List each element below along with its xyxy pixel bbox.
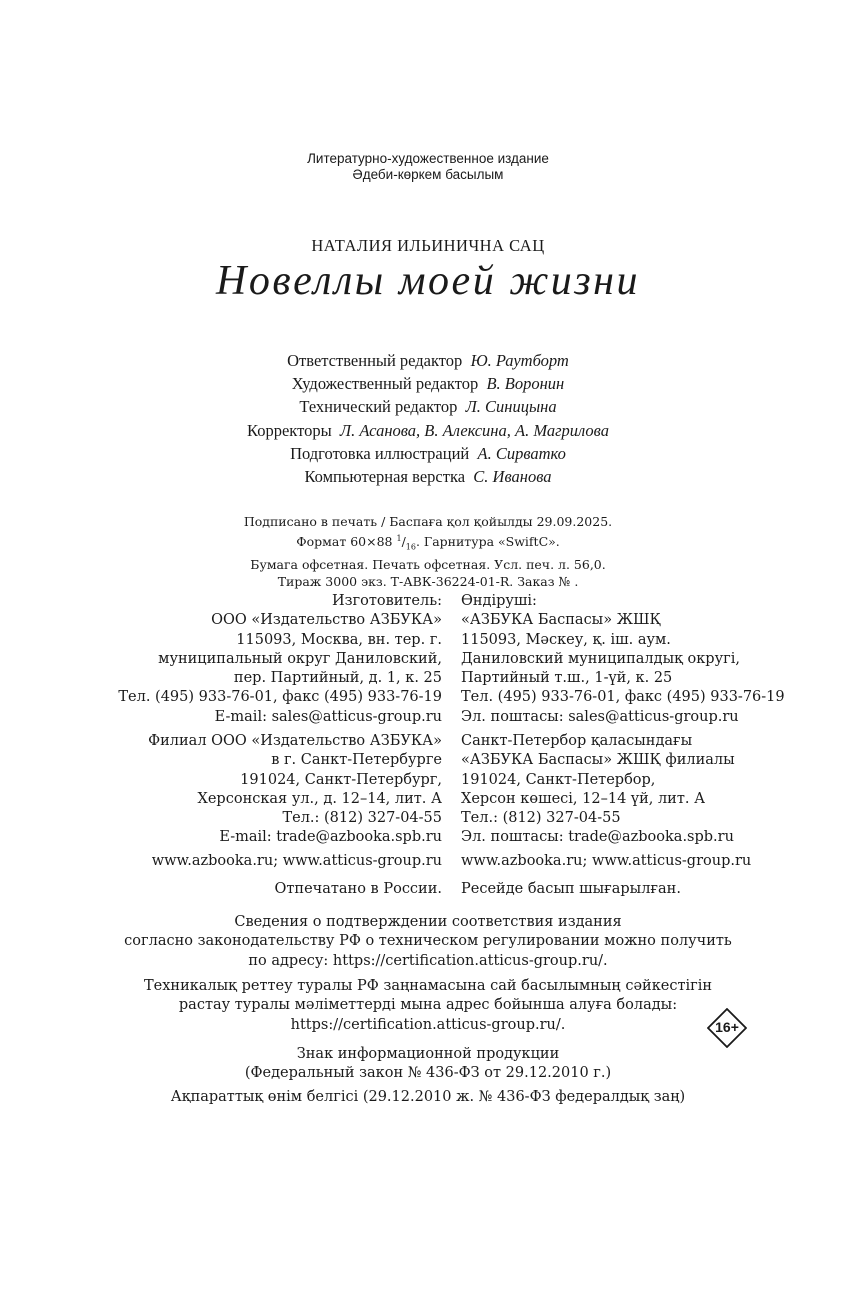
website-kz: www.azbooka.ru; www.atticus-group.ru xyxy=(461,853,752,869)
info-line: «АЗБУКА Баспасы» ЖШҚ филиалы xyxy=(461,752,735,769)
printed-in-kz: Ресейде басып шығарылған. xyxy=(461,881,681,897)
staff-person: Л. Асанова, В. Алексина, А. Магрилова xyxy=(339,420,609,440)
staff-row xyxy=(0,442,856,465)
info-line: Тел.: (812) 327-04-55 xyxy=(282,810,442,827)
info-line: Өндіруші: xyxy=(461,593,537,609)
info-line: Даниловский муниципалдық округі, xyxy=(461,650,740,667)
printed-in-ru: Отпечатано в России. xyxy=(274,881,442,897)
website-ru: www.azbooka.ru; www.atticus-group.ru xyxy=(151,853,442,869)
staff-credits xyxy=(0,349,856,488)
info-line: Санкт-Петербор қаласындағы xyxy=(461,733,693,749)
info-line: (Федеральный закон № 436-ФЗ от 29.12.2010 г.) xyxy=(244,1065,612,1082)
info-line: Изготовитель: xyxy=(331,593,442,609)
info-line: Партийный т.ш., 1-үй, к. 25 xyxy=(461,670,673,687)
staff-person: А. Сирватко xyxy=(477,443,566,463)
info-line: «АЗБУКА Баспасы» ЖШҚ xyxy=(461,612,661,629)
branch-ru xyxy=(148,732,442,848)
staff-row xyxy=(0,465,856,488)
staff-role: Компьютерная верстка xyxy=(304,467,466,487)
format-suffix: . Гарнитура «SwiftC». xyxy=(415,534,560,550)
info-line: Херсон көшесі, 12–14 үй, лит. А xyxy=(461,790,706,807)
staff-role: Подготовка иллюстраций xyxy=(290,443,470,463)
info-line: растау туралы мәліметтерді мына адрес бойынша алуға болады: xyxy=(178,997,678,1014)
info-line: Эл. поштасы: trade@azbooka.spb.ru xyxy=(461,829,734,846)
info-line: Херсонская ул., д. 12–14, лит. А xyxy=(197,790,442,807)
info-line: по адресу: https://certification.atticus-group.ru/. xyxy=(248,952,608,969)
print-format: Формат 60×88 $^1/_{16}$. Гарнитура «SwiftC». xyxy=(296,534,560,552)
info-line: E-mail: sales@atticus-group.ru xyxy=(214,708,442,725)
info-line: ООО «Издательство АЗБУКА» xyxy=(211,612,442,629)
info-line: Филиал ООО «Издательство АЗБУКА» xyxy=(148,733,442,749)
info-line: 115093, Мәскеу, қ. іш. аум. xyxy=(461,631,671,648)
info-sign-ru xyxy=(0,1045,856,1084)
staff-person: В. Воронин xyxy=(486,374,565,394)
edition-type-ru: Литературно-художественное издание xyxy=(307,151,549,166)
info-line: Знак информационной продукции xyxy=(296,1046,560,1062)
staff-person: Ю. Раутборт xyxy=(470,351,569,370)
staff-role: Корректоры xyxy=(247,420,332,440)
age-rating-text: 16+ xyxy=(715,1019,739,1035)
info-line: Тел. (495) 933-76-01, факс (495) 933-76-19 xyxy=(461,689,785,706)
edition-type xyxy=(0,151,856,183)
info-line: E-mail: trade@azbooka.spb.ru xyxy=(219,829,442,846)
print-run: Тираж 3000 экз. Т-АВК-36224-01-R. Заказ № . xyxy=(277,573,579,589)
info-line: 191024, Санкт-Петербор, xyxy=(461,771,656,788)
certification-ru xyxy=(0,913,856,971)
age-rating-badge xyxy=(707,1008,747,1048)
staff-role: Художественный редактор xyxy=(291,374,479,394)
info-line: Тел.: (812) 327-04-55 xyxy=(461,810,621,827)
format-prefix: Формат 60×88 xyxy=(296,534,397,550)
staff-role: Ответственный редактор xyxy=(287,351,463,370)
info-line: Эл. поштасы: sales@atticus-group.ru xyxy=(461,708,739,725)
staff-row xyxy=(0,349,856,372)
staff-role: Технический редактор xyxy=(299,397,458,417)
author-name: НАТАЛИЯ ИЛЬИНИЧНА САЦ xyxy=(311,236,545,255)
print-signed: Подписано в печать / Баспаға қол қойылды 29.09.2025. xyxy=(243,514,613,529)
info-line: 115093, Москва, вн. тер. г. xyxy=(236,631,442,648)
staff-row xyxy=(0,419,856,442)
book-title: Новеллы моей жизни xyxy=(216,258,640,304)
staff-row xyxy=(0,372,856,395)
info-line: в г. Санкт-Петербурге xyxy=(271,752,442,769)
print-info xyxy=(0,513,856,590)
manufacturer-ru xyxy=(118,592,442,727)
format-sup: 1 xyxy=(396,534,402,543)
info-line: пер. Партийный, д. 1, к. 25 xyxy=(233,670,442,687)
staff-person: С. Иванова xyxy=(473,467,552,487)
info-line: Сведения о подтверждении соответствия издания xyxy=(234,914,622,930)
info-line: https://certification.atticus-group.ru/. xyxy=(290,1016,566,1033)
edition-type-kz: Әдеби-көркем басылым xyxy=(352,167,504,182)
info-line: Техникалық реттеу туралы РФ заңнамасына сай басылымның сәйкестігін xyxy=(143,978,713,994)
branch-kz xyxy=(461,732,735,848)
info-line: согласно законодательству РФ о техническом регулировании можно получить xyxy=(124,933,732,950)
info-line: 191024, Санкт-Петербург, xyxy=(240,771,442,788)
print-paper: Бумага офсетная. Печать офсетная. Усл. печ. л. 56,0. xyxy=(250,556,606,572)
info-sign-kz: Ақпараттық өнім белгісі (29.12.2010 ж. № 436-ФЗ федералдық заң) xyxy=(170,1089,686,1105)
info-line: Тел. (495) 933-76-01, факс (495) 933-76-19 xyxy=(118,689,442,706)
staff-row xyxy=(0,395,856,418)
info-line: муниципальный округ Даниловский, xyxy=(158,650,442,667)
format-sub: 16 xyxy=(405,542,416,552)
manufacturer-kz xyxy=(461,592,785,727)
staff-person: Л. Синицына xyxy=(465,397,557,417)
